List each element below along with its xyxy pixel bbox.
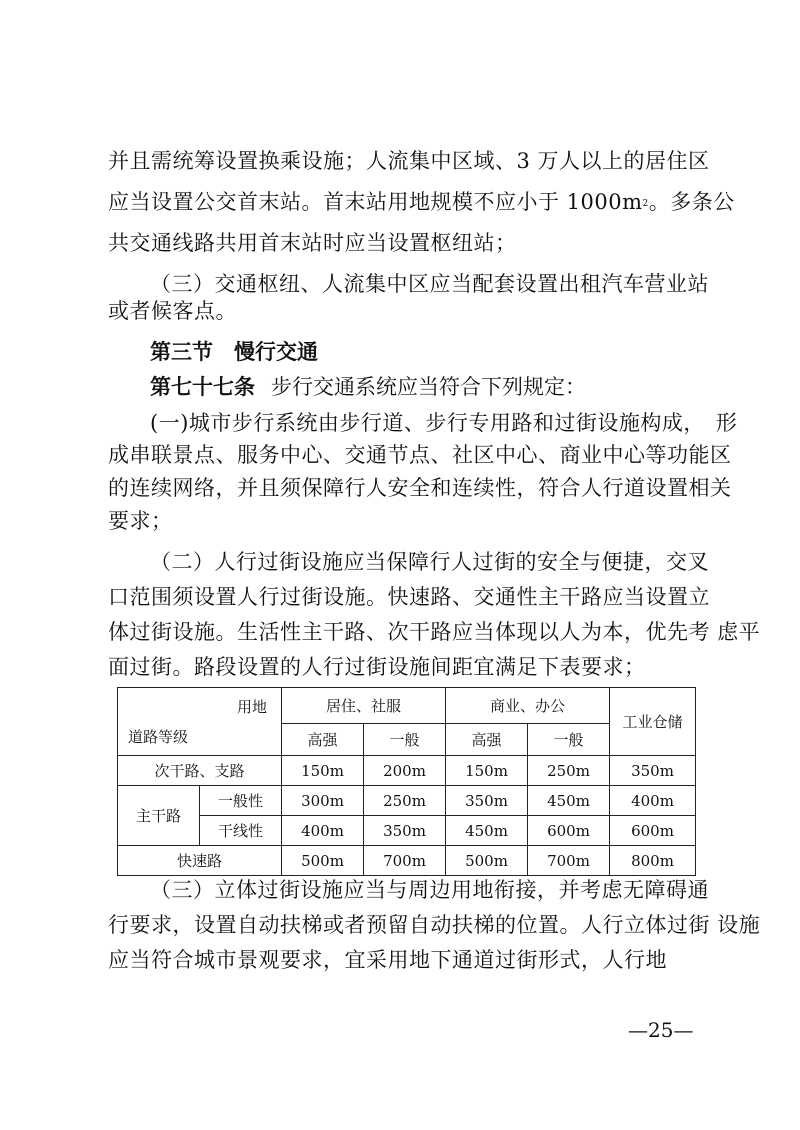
text-line: （二）人行过街设施应当保障行人过街的安全与便捷，交叉 (150, 550, 709, 574)
text-line: (一)城市步行系统由步行道、步行专用路和过街设施构成， 形 (150, 411, 738, 435)
table-cell: 350m (610, 756, 696, 786)
table-cell: 250m (528, 756, 610, 786)
table-cell: 600m (610, 816, 696, 846)
table-cell: 700m (364, 846, 446, 876)
row-label: 次干路、支路 (118, 756, 282, 786)
column-header-industrial: 工业仓储 (610, 688, 696, 756)
text-line: 并且需统筹设置换乘设施；人流集中区域、3 万人以上的居住区 (108, 149, 710, 173)
text-line: 应当符合城市景观要求，宜采用地下通道过街形式，人行地 (108, 948, 667, 972)
table-cell: 450m (446, 816, 528, 846)
subheader-normal: 一般 (364, 724, 446, 756)
table-cell: 300m (282, 786, 364, 816)
text-line: 共交通线路共用首末站时应当设置枢纽站； (108, 231, 517, 255)
article-number: 第七十七条 (150, 375, 255, 399)
land-use-header: 用地 (236, 698, 267, 716)
article-heading (150, 372, 586, 402)
subheader-normal: 一般 (528, 724, 610, 756)
text-line: 面过街。路段设置的人行过街设施间距宜满足下表要求； (108, 655, 646, 679)
text-line (108, 187, 735, 217)
table-cell: 250m (364, 786, 446, 816)
text-line: 或者候客点。 (108, 299, 237, 323)
road-grade-header: 道路等级 (128, 728, 189, 746)
article-text: 步行交通系统应当符合下列规定： (271, 375, 586, 399)
table-row (118, 786, 696, 816)
table-cell: 150m (282, 756, 364, 786)
subheader-high: 高强 (282, 724, 364, 756)
text-line: 行要求，设置自动扶梯或者预留自动扶梯的位置。人行立体过街 设施 (108, 913, 761, 937)
table-row (118, 846, 696, 876)
table-row (118, 756, 696, 786)
text-line: （三）立体过街设施应当与周边用地衔接，并考虑无障碍通 (150, 878, 709, 902)
row-label: 一般性 (200, 786, 282, 816)
crossing-spacing-table (117, 687, 696, 876)
table-cell: 400m (610, 786, 696, 816)
text-line: 成串联景点、服务中心、交通节点、社区中心、商业中心等功能区 (108, 443, 732, 467)
column-header-residential: 居住、社服 (282, 688, 446, 724)
table-cell: 350m (446, 786, 528, 816)
table-cell: 150m (446, 756, 528, 786)
text-line: （三）交通枢纽、人流集中区应当配套设置出租汽车营业站 (150, 272, 709, 296)
row-group-label: 主干路 (118, 786, 200, 846)
table-cell: 200m (364, 756, 446, 786)
table-cell: 700m (528, 846, 610, 876)
text-line: 口范围须设置人行过街设施。快速路、交通性主干路应当设置立 (108, 585, 710, 609)
page-number: —25— (628, 1018, 694, 1042)
table-cell: 800m (610, 846, 696, 876)
table-cell: 450m (528, 786, 610, 816)
subheader-high: 高强 (446, 724, 528, 756)
superscript: 2 (642, 199, 649, 209)
table-cell: 500m (446, 846, 528, 876)
table-row (118, 816, 696, 846)
text-fragment: 应当设置公交首末站。首末站用地规模不应小于 1000m (108, 190, 643, 214)
table-cell: 600m (528, 816, 610, 846)
table-cell: 500m (282, 846, 364, 876)
text-line: 体过街设施。生活性主干路、次干路应当体现以人为本，优先考 虑平 (108, 620, 761, 644)
text-line: 的连续网络，并且须保障行人安全和连续性，符合人行道设置相关 (108, 476, 732, 500)
section-title: 第三节 慢行交通 (150, 340, 318, 364)
table-cell: 400m (282, 816, 364, 846)
text-fragment: 。多条公 (648, 190, 735, 214)
column-header-commercial: 商业、办公 (446, 688, 610, 724)
text-line: 要求； (108, 509, 173, 533)
table-cell: 350m (364, 816, 446, 846)
row-label: 干线性 (200, 816, 282, 846)
table-corner-header (118, 688, 282, 756)
row-label: 快速路 (118, 846, 282, 876)
